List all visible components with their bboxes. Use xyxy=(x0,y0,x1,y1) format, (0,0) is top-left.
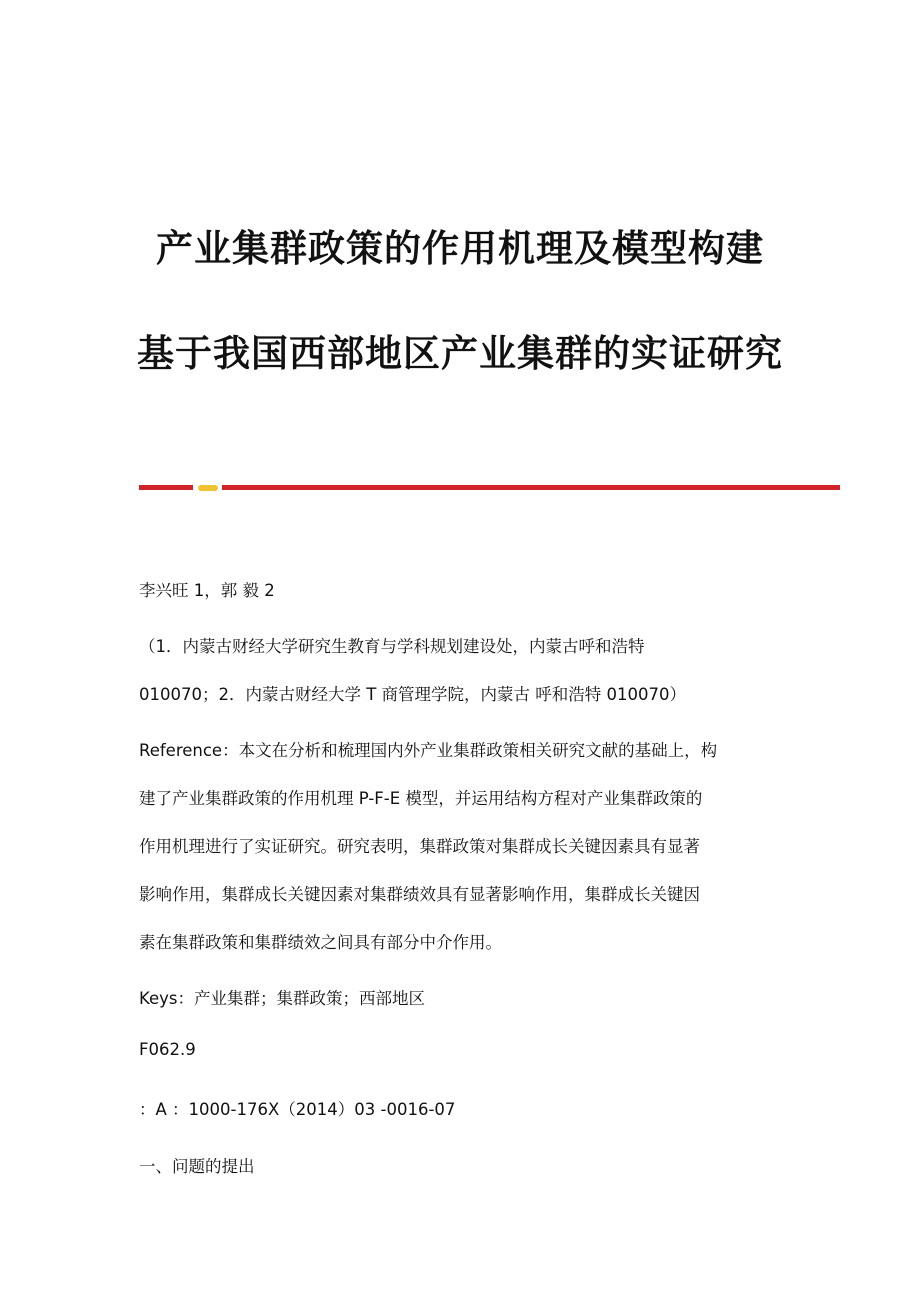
keywords: Keys：产业集群；集群政策；西部地区 xyxy=(139,989,426,1008)
abstract-line: 作用机理进行了实证研究。研究表明，集群政策对集群成长关键因素具有显著 xyxy=(139,837,700,856)
affiliation-line: 010070；2．内蒙古财经大学 T 商管理学院，内蒙古 呼和浩特 010070） xyxy=(139,685,687,704)
divider-ornament-icon xyxy=(198,485,218,491)
document-title: 产业集群政策的作用机理及模型构建 xyxy=(156,227,764,270)
divider-left xyxy=(139,485,193,490)
abstract-line: 素在集群政策和集群绩效之间具有部分中介作用。 xyxy=(139,933,502,952)
abstract-line: 建了产业集群政策的作用机理 P-F-E 模型，并运用结构方程对产业集群政策的 xyxy=(139,789,703,808)
abstract-line: 影响作用，集群成长关键因素对集群绩效具有显著影响作用，集群成长关键因 xyxy=(139,885,700,904)
document-subtitle: 基于我国西部地区产业集群的实证研究 xyxy=(137,332,783,375)
document-code: ：A ：1000-176X（2014）03 -0016-07 xyxy=(139,1100,456,1119)
authors: 李兴旺 1，郭 毅 2 xyxy=(139,581,275,600)
classification-number: F062.9 xyxy=(139,1040,196,1059)
affiliation-line: （1．内蒙古财经大学研究生教育与学科规划建设处，内蒙古呼和浩特 xyxy=(139,637,645,656)
section-heading: 一、问题的提出 xyxy=(139,1157,255,1176)
abstract-line: Reference：本文在分析和梳理国内外产业集群政策相关研究文献的基础上，构 xyxy=(139,741,718,760)
divider-right xyxy=(222,485,840,490)
